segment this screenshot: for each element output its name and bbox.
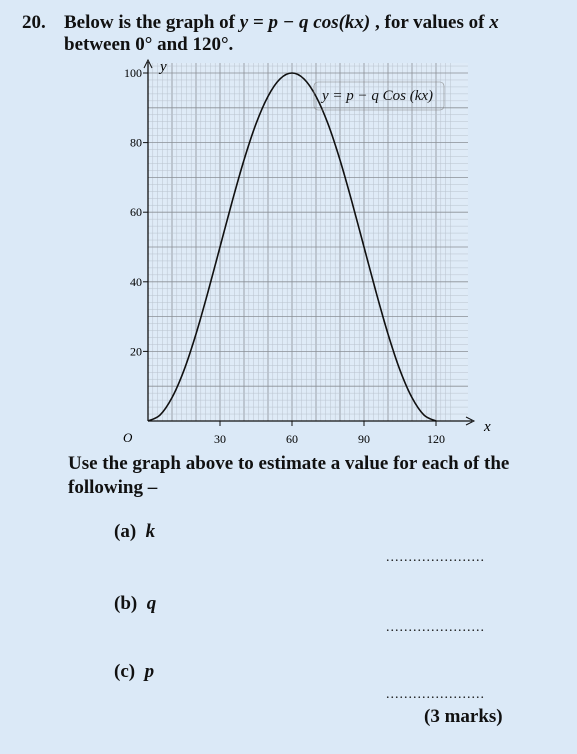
answer-line-c[interactable]: ...................... bbox=[386, 687, 485, 702]
part-c: (c) p bbox=[114, 661, 155, 682]
marks-label: (3 marks) bbox=[424, 706, 503, 727]
question-intro-cont: , for values of bbox=[370, 12, 490, 33]
question-line-1 bbox=[22, 12, 499, 34]
answer-line-a[interactable]: ...................... bbox=[386, 550, 485, 565]
question-formula: y = p − q cos(kx) bbox=[239, 12, 371, 33]
y-tick-label: 100 bbox=[124, 66, 142, 80]
question-line-2: between 0° and 120°. bbox=[64, 34, 234, 55]
x-tick-label: 120 bbox=[427, 432, 445, 446]
instruction-text: Use the graph above to estimate a value for each of the following – bbox=[68, 453, 510, 498]
y-tick-label: 80 bbox=[130, 135, 142, 150]
graph-figure bbox=[0, 58, 577, 450]
y-tick-label: 20 bbox=[130, 344, 142, 359]
question-header bbox=[22, 12, 499, 56]
x-tick-label: 60 bbox=[286, 432, 298, 446]
x-tick-label: 90 bbox=[358, 432, 370, 446]
x-tick-label: 30 bbox=[214, 432, 226, 446]
question-variable: x bbox=[489, 12, 499, 33]
part-b: (b) q bbox=[114, 593, 157, 614]
question-intro: Below is the graph of bbox=[64, 12, 240, 33]
part-a: (a) k bbox=[114, 521, 156, 542]
x-axis-label: x bbox=[484, 419, 491, 435]
question-number: 20. bbox=[22, 12, 46, 33]
graph-annotation: y = p − q Cos (kx) bbox=[322, 88, 434, 104]
y-tick-label: 60 bbox=[130, 205, 142, 220]
y-axis-label: y bbox=[160, 59, 167, 75]
y-tick-label: 40 bbox=[130, 274, 142, 289]
origin-label: O bbox=[123, 430, 133, 445]
answer-line-b[interactable]: ...................... bbox=[386, 620, 485, 635]
